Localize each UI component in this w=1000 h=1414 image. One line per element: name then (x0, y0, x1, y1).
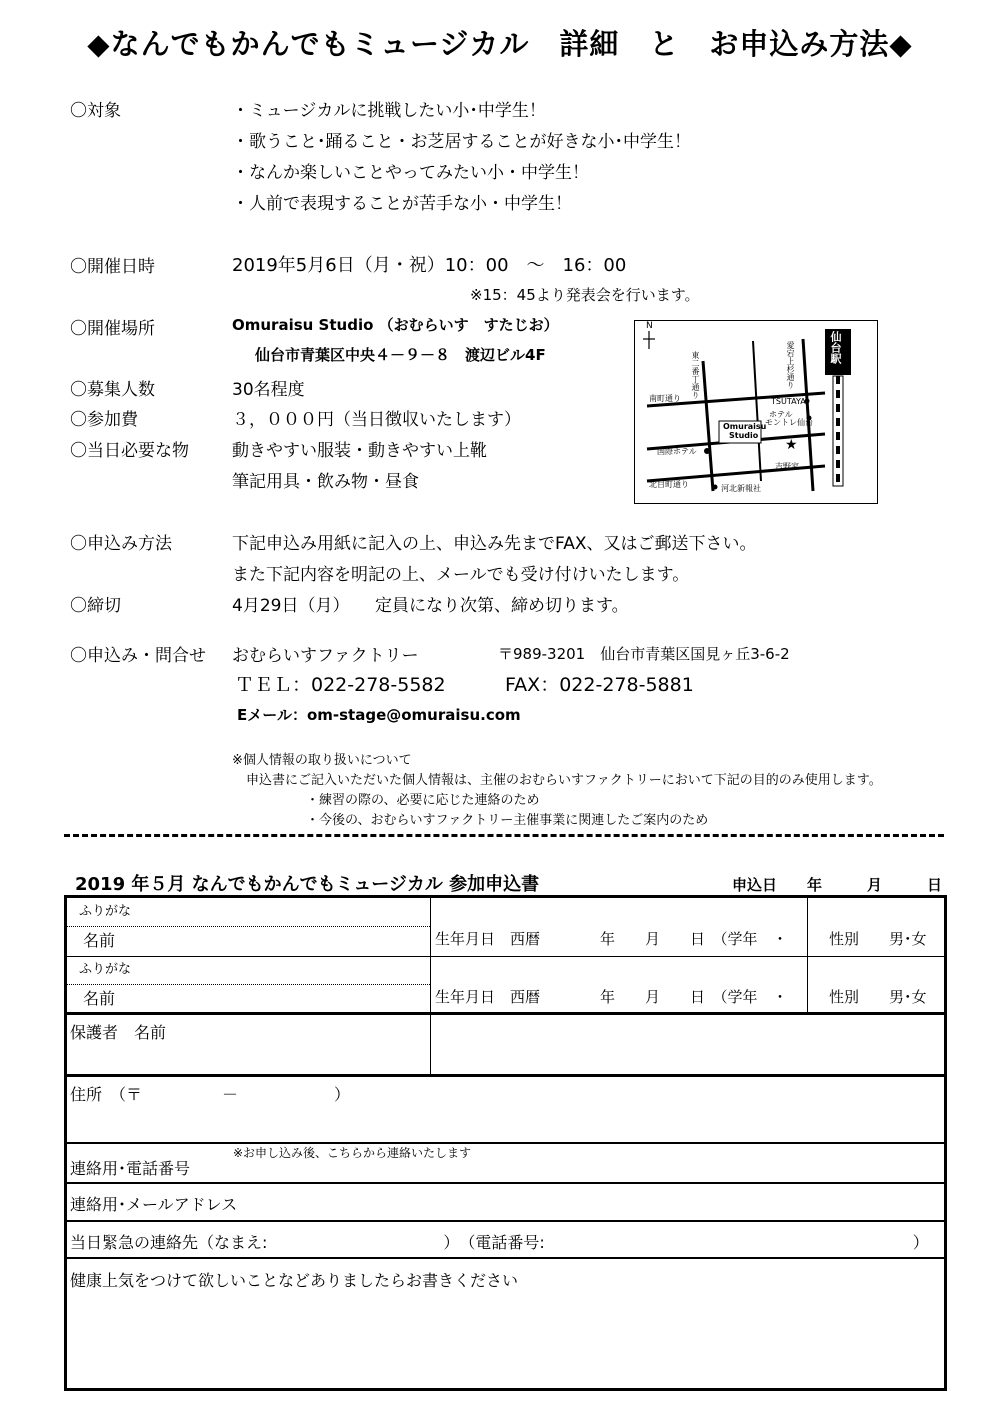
furigana-divider (67, 984, 430, 985)
venue-address: 仙台市青葉区中央４－９－８ 渡辺ビル4F (255, 346, 546, 364)
mail-label: 連絡用･メールアドレス (70, 1195, 238, 1214)
address-label: 住所 （〒 － ） (70, 1085, 351, 1104)
contact-tel: ＴＥＬ：022-278-5582 (235, 674, 446, 696)
map-label: 南町通り (649, 394, 681, 403)
form-date: 申込日 年 月 日 (732, 876, 943, 894)
deadline-label: 〇締切 (70, 596, 121, 616)
emergency-label: 当日緊急の連絡先（なまえ: ） （電話番号: ） (70, 1233, 929, 1252)
svg-text:★: ★ (785, 437, 798, 453)
map-label: 愛宕上杉通り (786, 341, 795, 389)
map-label: 河北新報社 (721, 484, 761, 493)
venue-label: 〇開催場所 (70, 319, 155, 339)
items-line1: 動きやすい服装・動きやすい上靴 (232, 441, 487, 461)
name-label: 名前 (83, 989, 116, 1008)
birth-label: 生年月日 西暦 年 月 日 （学年 ・ (435, 988, 788, 1006)
furigana-label: ふりがな (79, 962, 132, 977)
map-station: 仙台駅 (829, 331, 842, 364)
target-item: ・ミュージカルに挑戦したい小･中学生！ (232, 101, 546, 121)
map-label: モントレ仙台 (765, 418, 813, 427)
apply-line2: また下記内容を明記の上、メールでも受け付けいたします。 (232, 565, 690, 585)
application-form (64, 895, 947, 1391)
contact-email: Eメール：om-stage@omuraisu.com (237, 706, 521, 724)
privacy-purpose: ・練習の際の、必要に応じた連絡のため (306, 793, 540, 808)
row-divider (67, 1257, 944, 1259)
items-line2: 筆記用具・飲み物・昼食 (232, 472, 419, 492)
map-label: 北目町通り (649, 480, 689, 489)
health-label: 健康上気をつけて欲しいことなどありましたらお書きください (70, 1271, 519, 1290)
map-label: Studio (729, 431, 759, 440)
fee-label: 〇参加費 (70, 410, 138, 430)
privacy-text: 申込書にご記入いただいた個人情報は、主催のおむらいすファクトリーにおいて下記の目的のみ使用します。 (246, 773, 882, 788)
map-label: Omuraisu (723, 422, 767, 431)
col-divider (807, 898, 808, 1012)
access-map (634, 320, 878, 504)
cut-line (64, 834, 944, 837)
row-divider (67, 1182, 944, 1184)
contact-org: おむらいすファクトリー (232, 646, 419, 666)
phone-note: ※お申し込み後、こちらから連絡いたします (233, 1146, 472, 1160)
birth-label: 生年月日 西暦 年 月 日 （学年 ・ (435, 930, 788, 948)
contact-postal: 〒989-3201 仙台市青葉区国見ヶ丘3-6-2 (498, 645, 790, 663)
row-divider (67, 1012, 944, 1015)
gender-label: 性別 男･女 (829, 930, 927, 948)
capacity-label: 〇募集人数 (70, 380, 155, 400)
apply-line1: 下記申込み用紙に記入の上、申込み先までFAX、又はご郵送下さい。 (232, 534, 757, 554)
row-divider (67, 956, 944, 957)
page-title: ◆なんでもかんでもミュージカル 詳細 と お申込み方法◆ (87, 27, 913, 61)
datetime-label: 〇開催日時 (70, 257, 155, 277)
target-item: ・人前で表現することが苦手な小・中学生！ (232, 194, 572, 214)
map-label: 吉野家 (775, 462, 799, 471)
furigana-label: ふりがな (79, 904, 132, 919)
deadline-value: 4月29日（月） 定員になり次第、締め切ります。 (232, 596, 629, 616)
map-label: 国際ホテル (657, 447, 697, 456)
col-divider (430, 898, 431, 1074)
row-divider (67, 1074, 944, 1077)
map-label: TSUTAYA (771, 397, 806, 406)
guardian-label: 保護者 名前 (70, 1023, 167, 1042)
datetime-value: 2019年5月6日（月・祝）10：00 ～ 16：00 (232, 255, 627, 276)
map-label: 東二番丁通り (691, 351, 700, 399)
row-divider (67, 1220, 944, 1222)
map-north: N (646, 321, 653, 331)
target-item: ・歌うこと･踊ること・お芝居することが好きな小･中学生！ (232, 132, 691, 152)
form-heading: 2019 年５月 なんでもかんでもミュージカル 参加申込書 (75, 874, 540, 895)
capacity-value: 30名程度 (232, 380, 305, 400)
items-label: 〇当日必要な物 (70, 441, 189, 461)
datetime-note: ※15：45より発表会を行います。 (470, 286, 700, 304)
privacy-title: ※個人情報の取り扱いについて (232, 753, 412, 768)
venue-name: Omuraisu Studio （おむらいす すたじお） (232, 316, 559, 334)
row-divider (67, 1142, 944, 1144)
target-item: ・なんか楽しいことやってみたい小・中学生！ (232, 163, 589, 183)
furigana-divider (67, 926, 430, 927)
apply-label: 〇申込み方法 (70, 534, 172, 554)
contact-label: 〇申込み・問合せ (70, 646, 206, 666)
fee-value: ３，０００円（当日徴収いたします） (232, 410, 521, 430)
privacy-purpose: ・今後の、おむらいすファクトリー主催事業に関連したご案内のため (306, 813, 709, 828)
phone-label: 連絡用･電話番号 (70, 1159, 191, 1178)
gender-label: 性別 男･女 (829, 988, 927, 1006)
name-label: 名前 (83, 931, 116, 950)
contact-fax: FAX：022-278-5881 (505, 674, 694, 696)
target-label: 〇対象 (70, 101, 121, 121)
map-label: ホテル (769, 410, 793, 419)
